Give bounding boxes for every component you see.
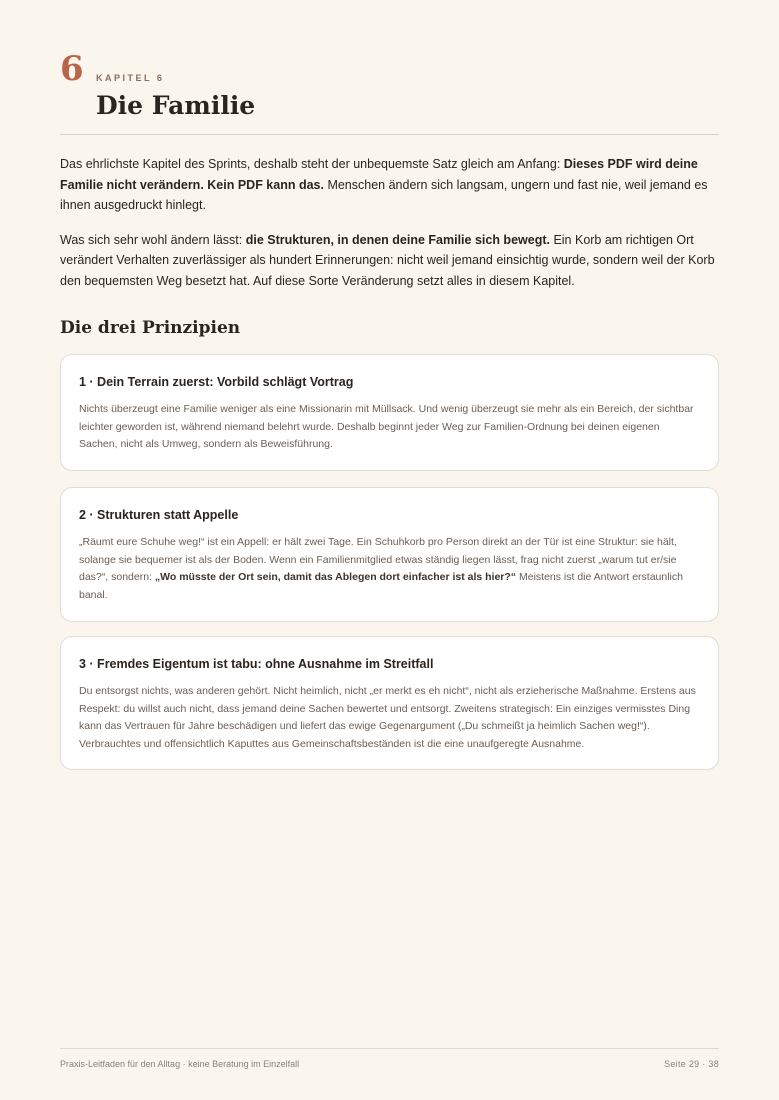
principle-title: 1 · Dein Terrain zuerst: Vorbild schlägt Vortrag [79,375,354,389]
intro-p1-text-end: Menschen ändern sich langsam, ungern und fast nie, weil jemand es ihnen ausgedruckt hinlegt. [60,177,708,212]
chapter-header [60,50,719,135]
footer-disclaimer: Praxis-Leitfaden für den Alltag · keine Beratung im Einzelfall [60,1059,300,1069]
intro-p2-text-end: Ein Korb am richtigen Ort verändert Verhalten zuverlässiger als hundert Erinnerungen: nicht weil jemand einsichtig wurde, sondern weil der Korb den bequemsten Weg besetzt hat. Auf diese Sorte Veränderung setzt alles in diesem Kapitel. [60,232,715,288]
page-number: Seite 29 · 38 [664,1059,719,1069]
principle-body-text: „Räumt eure Schuhe weg!“ ist ein Appell: er hält zwei Tage. Ein Schuhkorb pro Person direkt an der Tür ist eine Struktur: sie hält, solange sie bequemer ist als der Boden. Wenn ein Familienmitglied etwas ständig liegen lässt, frag nicht zuerst „warum tut er/sie das?“, sondern: [79,536,677,583]
page [60,0,719,1100]
principle-body [79,534,700,604]
principle-title: 3 · Fremdes Eigentum ist tabu: ohne Ausnahme im Streitfall [79,657,434,671]
intro-p1-text: Das ehrlichste Kapitel des Sprints, deshalb steht der unbequemste Satz gleich am Anfang: [60,157,564,171]
intro-paragraph-1 [60,154,719,216]
principle-card-2 [60,487,719,622]
intro-paragraph-2 [60,230,719,292]
chapter-number: 6 [60,49,84,89]
principle-body-emphasis: „Wo müsste der Ort sein, damit das Ablegen dort einfacher ist als hier?“ [154,571,517,583]
principle-title: 2 · Strukturen statt Appelle [79,508,239,522]
intro-p2-emphasis: die Strukturen, in denen deine Familie sich bewegt. [245,232,550,247]
chapter-kicker: KAPITEL 6 [96,73,165,83]
chapter-title: Die Familie [96,91,256,120]
principle-body: Du entsorgst nichts, was anderen gehört. Nicht heimlich, nicht „er merkt es eh nicht“, nicht als erzieherische Maßnahme. Erstens aus Respekt: du willst auch nicht, dass jemand deine Sachen bewertet und entsorgt. Zweitens strategisch: Ein einziges vermisstes Ding kann das Vertrauen für Jahre beschädigen und liefert das ewige Gegenargument („Du schmeißt ja heimlich Sachen weg!“). Verbrauchtes und offensichtlich Kaputtes aus Gemeinschaftsbeständen ist die eine unaufgeregte Ausnahme. [79,685,696,750]
intro-text [60,154,719,305]
section-title: Die drei Prinzipien [60,318,241,338]
principle-card-1 [60,354,719,471]
principle-body: Nichts überzeugt eine Familie weniger als eine Missionarin mit Müllsack. Und wenig überzeugt sie mehr als ein Bereich, der sichtbar leichter geworden ist, während niemand belehrt wurde. Deshalb beginnt jeder Weg zur Familien-Ordnung bei deinen eigenen Sachen, nicht als Umweg, sondern als Beweisführung. [79,403,694,450]
page-footer [60,1048,719,1069]
principle-body-text-end: Meistens ist die Antwort erstaunlich banal. [79,571,683,601]
intro-p2-text: Was sich sehr wohl ändern lässt: [60,232,246,247]
principle-card-3 [60,636,719,770]
intro-p1-emphasis: Dieses PDF wird deine Familie nicht verändern. Kein PDF kann das. [60,157,698,192]
